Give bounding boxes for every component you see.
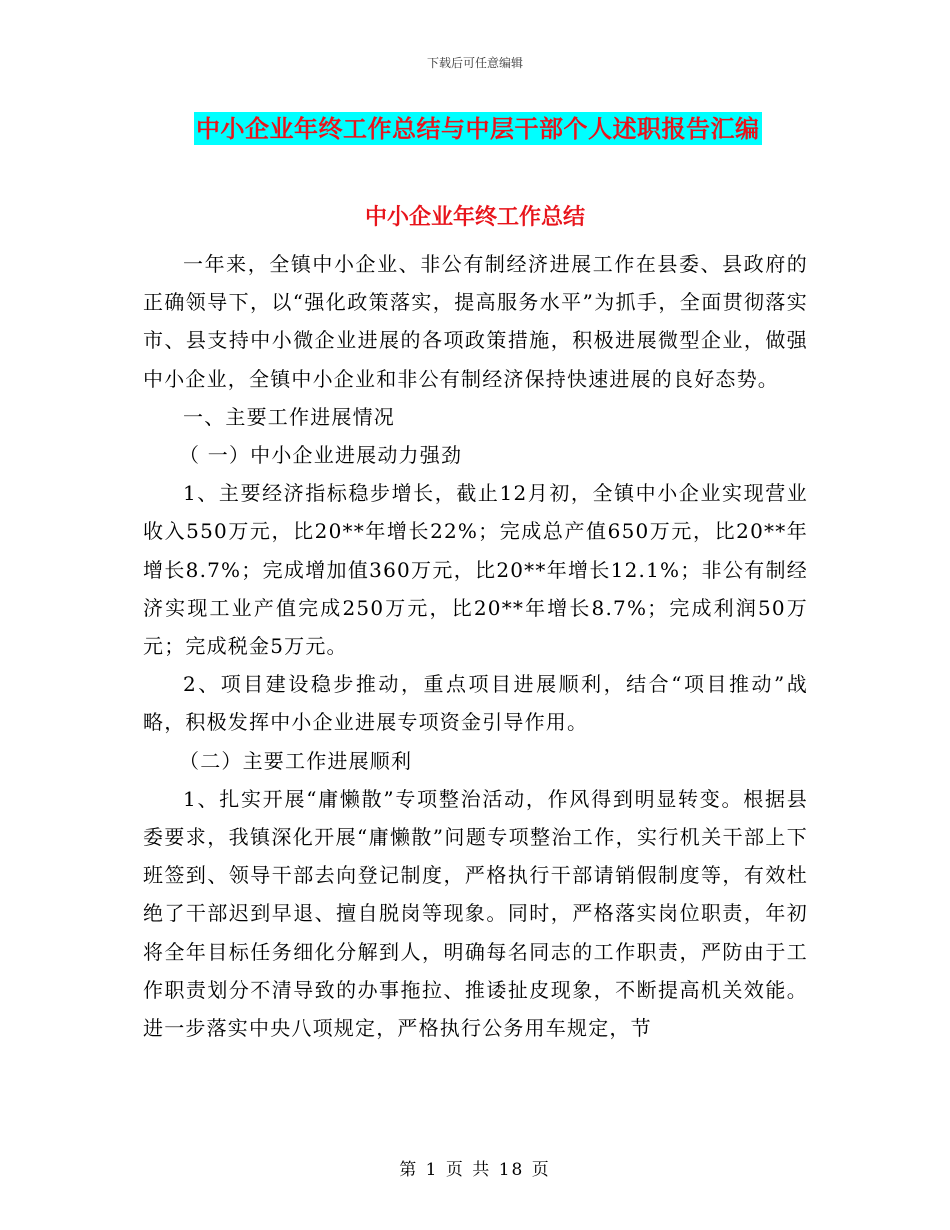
subheading-work-progress: （二）主要工作进展顺利: [179, 748, 413, 773]
paragraph-project-construction: 2、项目建设稳步推动，重点项目进展顺利，结合“项目推动”战略，积极发挥中小企业进展专项资金引导作用。: [143, 672, 808, 735]
document-main-title: 中小企业年终工作总结与中层干部个人述职报告汇编: [196, 114, 760, 143]
paragraph-rectification-campaign: 1、扎实开展“庸懒散”专项整治活动，作风得到明显转变。根据县委要求，我镇深化开展“庸懒散”问题专项整治工作，实行机关干部上下班签到、领导干部去向登记制度，严格执行干部请销假制度等，有效杜绝了干部迟到早退、擅自脱岗等现象。同时，严格落实岗位职责，年初将全年目标任务细化分解到人，明确每名同志的工作职责，严防由于工作职责划分不清导致的办事拖拉、推诿扯皮现象，不断提高机关效能。进一步落实中央八项规定，严格执行公务用车规定，节: [143, 786, 808, 1041]
page-footer: 第 1 页 共 18 页: [399, 1160, 551, 1180]
header-note: 下载后可任意编辑: [426, 56, 523, 70]
section-title: 中小企业年终工作总结: [364, 204, 585, 230]
paragraph-economic-indicators: 1、主要经济指标稳步增长，截止12月初，全镇中小企业实现营业收入550万元，比20**年增长22%；完成总产值650万元，比20**年增长8.7%；完成增加值360万元，比20**年增长12.1%；非公有制经济实现工业产值完成250万元，比20**年增长8.7%；完成利润50万元；完成税金5万元。: [143, 481, 808, 659]
document-body: [143, 245, 808, 1047]
subheading-enterprise-momentum: （ 一）中小企业进展动力强劲: [179, 443, 463, 468]
paragraph-intro: 一年来，全镇中小企业、非公有制经济进展工作在县委、县政府的正确领导下，以“强化政策落实，提高服务水平”为抓手，全面贯彻落实市、县支持中小微企业进展的各项政策措施，积极进展微型企业，做强中小企业，全镇中小企业和非公有制经济保持快速进展的良好态势。: [143, 252, 808, 391]
heading-main-progress: 一、主要工作进展情况: [183, 404, 395, 429]
